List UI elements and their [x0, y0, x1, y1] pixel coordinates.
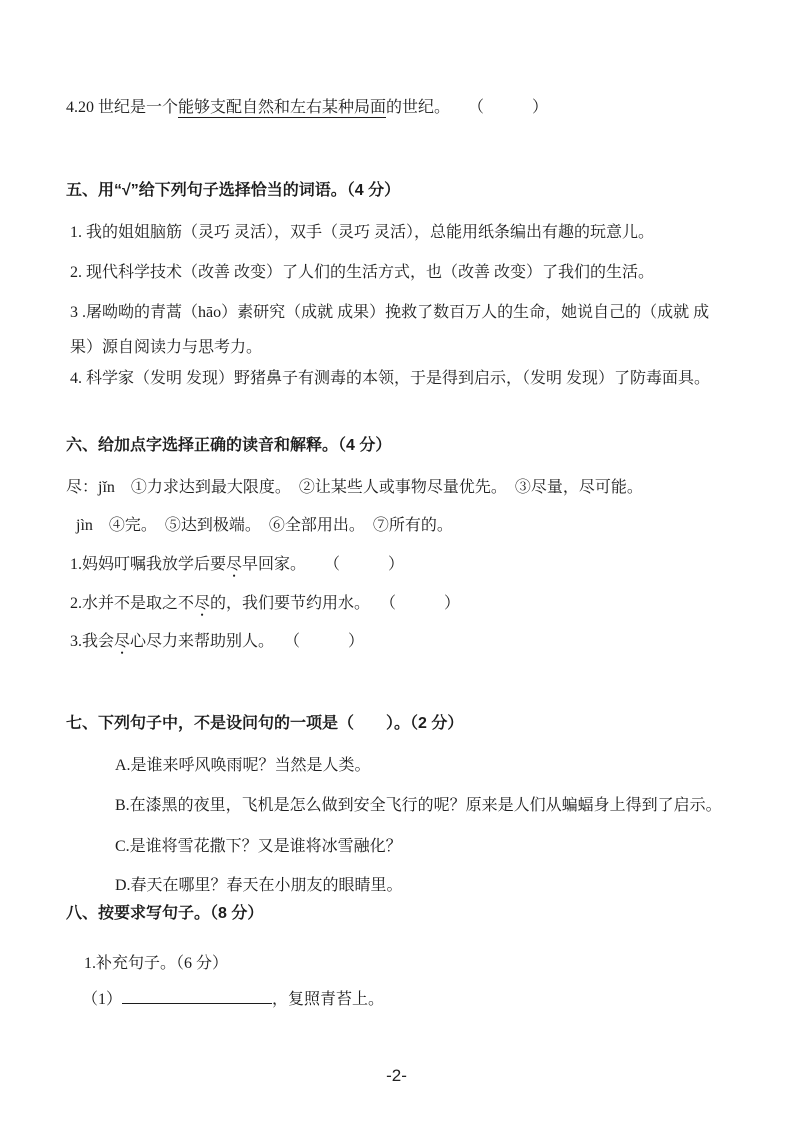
sentence-3-prefix: 3.我会	[70, 633, 115, 650]
blank-1-answer-line	[122, 989, 272, 1004]
blank-1-label: （1）	[82, 991, 123, 1008]
sentence-2-dotted-char: 尽	[194, 595, 211, 612]
question-4-answer-brackets: （ ）	[476, 99, 549, 116]
section-8-blank-1	[82, 989, 384, 1010]
section-7-heading: 七、下列句子中，不是设问句的一项是（ ）。（2 分）	[66, 715, 464, 732]
section-5-item-2: 2. 现代科学技术（改善 改变）了人们的生活方式，也（改善 改变）了我们的生活。	[70, 264, 655, 281]
question-4-suffix: 的世纪。	[386, 99, 451, 116]
section-5-heading: 五、用“√”给下列句子选择恰当的词语。（4 分）	[66, 182, 401, 199]
sentence-1-prefix: 1.妈妈叮嘱我放学后要	[70, 556, 227, 573]
section-7-option-c: C.是谁将雪花撒下？又是谁将冰雪融化？	[115, 838, 402, 855]
sentence-3-dotted-char: 尽	[114, 633, 131, 650]
sentence-2-prefix: 2.水并不是取之不	[70, 595, 195, 612]
section-6-sentence-1	[70, 555, 404, 575]
question-4-prefix: 4.20 世纪是一个	[66, 99, 179, 116]
blank-1-suffix: ，复照青苔上。	[272, 991, 385, 1008]
section-5-item-3-line-2: 果）源自阅读力与思考力。	[70, 339, 263, 356]
section-7-option-d: D.春天在哪里？春天在小朋友的眼睛里。	[115, 877, 403, 894]
sentence-3-suffix: 心尽力来帮助别人。	[130, 633, 275, 650]
sentence-2-suffix: 的，我们要节约用水。	[210, 595, 371, 612]
question-4-underlined-phrase: 能够支配自然和左右某种局面	[178, 99, 387, 116]
sentence-1-dotted-char: 尽	[226, 556, 243, 573]
section-7-option-b: B.在漆黑的夜里，飞机是怎么做到安全飞行的呢？原来是人们从蝙蝠身上得到了启示。	[115, 797, 722, 814]
section-6-sentence-2	[70, 594, 460, 614]
section-6-sentence-3	[70, 632, 364, 652]
section-6-jin4-definitions: jìn ④完。 ⑤达到极端。 ⑥全部用出。 ⑦所有的。	[76, 517, 453, 534]
sentence-1-answer-brackets: （ ）	[332, 556, 405, 573]
sentence-1-suffix: 早回家。	[242, 556, 307, 573]
section-5-item-3-line-1: 3 .屠呦呦的青蒿（hāo）素研究（成就 成果）挽救了数百万人的生命，她说自己的（成就 成	[70, 304, 710, 321]
section-8-heading: 八、按要求写句子。（8 分）	[66, 905, 264, 922]
sentence-2-answer-brackets: （ ）	[388, 595, 461, 612]
question-4	[66, 98, 548, 118]
section-7-option-a: A.是谁来呼风唤雨呢？当然是人类。	[115, 757, 371, 774]
section-8-sub-1: 1.补充句子。（6 分）	[84, 955, 229, 972]
page-number: -2-	[386, 1066, 407, 1085]
section-5-item-4: 4. 科学家（发明 发现）野猪鼻子有测毒的本领，于是得到启示，（发明 发现）了防毒面具。	[70, 370, 711, 387]
section-6-jin3-definitions: 尽：jǐn ①力求达到最大限度。 ②让某些人或事物尽量优先。 ③尽量，尽可能。	[66, 479, 643, 496]
sentence-3-answer-brackets: （ ）	[292, 633, 365, 650]
section-6-heading: 六、给加点字选择正确的读音和解释。（4 分）	[66, 437, 392, 454]
section-5-item-1: 1. 我的姐姐脑筋（灵巧 灵活），双手（灵巧 灵活），总能用纸条编出有趣的玩意儿。	[70, 224, 655, 241]
